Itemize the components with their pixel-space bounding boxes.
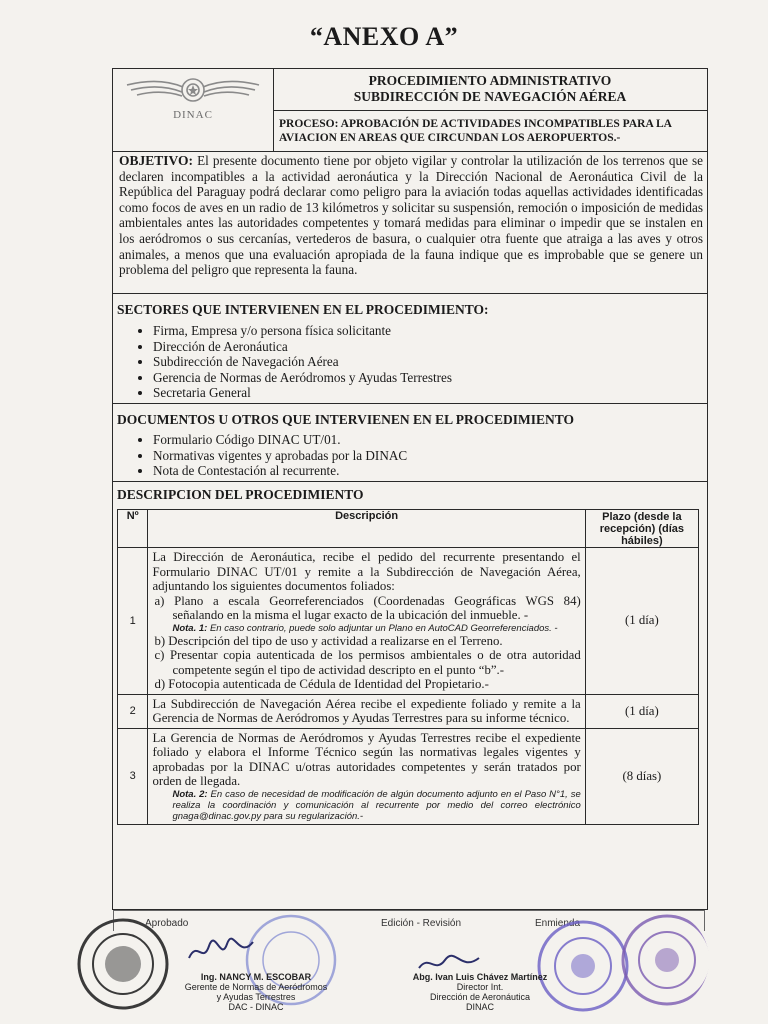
- signatory-1: [181, 972, 331, 1012]
- signatory-1-role-2: y Ayudas Terrestres: [216, 992, 296, 1002]
- nota-1: [152, 623, 580, 634]
- table-header-row: [118, 510, 699, 548]
- row-description: [148, 548, 585, 695]
- page-title: “ANEXO A”: [309, 22, 459, 51]
- enmienda-label: Enmienda: [535, 918, 581, 929]
- item-b: b) Descripción del tipo de uso y actividad a realizarse en el Terreno.: [154, 633, 503, 648]
- signatory-2-name: Abg. Ivan Luis Chávez Martínez: [412, 972, 548, 982]
- sectores-title: SECTORES QUE INTERVIENEN EN EL PROCEDIMIENTO:: [117, 302, 489, 317]
- signatory-2: [405, 972, 555, 1012]
- table-row: [118, 694, 699, 728]
- divider: [113, 293, 707, 294]
- signatory-2-role: Director Int.: [456, 982, 504, 992]
- list-item: • Secretaria General: [153, 385, 452, 401]
- col-header-no: Nº: [118, 510, 148, 548]
- signature-scribble-icon: [187, 936, 257, 966]
- col-header-descripcion: Descripción: [148, 510, 585, 548]
- row-description: [148, 728, 585, 824]
- form-header: [113, 69, 707, 152]
- nota-label: Nota. 1:: [172, 622, 208, 634]
- signatory-1-role: Gerente de Normas de Aeródromos: [184, 982, 328, 992]
- row-plazo: (1 día): [585, 548, 698, 695]
- col-header-plazo: Plazo (desde la recepción) (días hábiles): [585, 510, 698, 548]
- row-description: La Subdirección de Navegación Aérea recibe el expediente foliado y remite a la Gerencia de Normas de Aeródromos y Ayudas Terrestres para su informe técnico.: [148, 694, 585, 728]
- row-plazo: (1 día): [585, 694, 698, 728]
- item-a: a) Plano a escala Georreferenciados (Coordenadas Geográficas WGS 84) señalando en la misma el lugar exacto de la ubicación del inmueble. -: [154, 593, 581, 622]
- logo-text: DINAC: [173, 109, 213, 121]
- divider: [113, 403, 707, 404]
- row-number: 3: [118, 728, 148, 824]
- signatory-2-role-2: Dirección de Aeronáutica: [429, 992, 531, 1002]
- table-row: [118, 728, 699, 824]
- edicion-label: Edición - Revisión: [381, 918, 462, 929]
- nota-text: En caso de necesidad de modificación de algún documento adjunto en el Paso N°1, se realiza la coordinación y comunicación al recurrente por medio del correo electrónico gnaga@dinac.gov.py para su regularización.-: [172, 788, 581, 822]
- header-title: [273, 69, 707, 111]
- row-intro: La Dirección de Aeronáutica, recibe el pedido del recurrente presentando el Formulario DINAC UT/01 y remite a la Subdirección de Navegación Aérea, adjuntando los siguientes documentos foliados:: [152, 550, 581, 593]
- list-item: • Dirección de Aeronáutica: [153, 339, 452, 355]
- signatory-1-org: DAC - DINAC: [228, 1002, 284, 1012]
- row-number: 1: [118, 548, 148, 695]
- list-item: • Formulario Código DINAC UT/01.: [153, 432, 407, 448]
- documentos-title: DOCUMENTOS U OTROS QUE INTERVIENEN EN EL PROCEDIMIENTO: [117, 412, 574, 427]
- list-item: • Firma, Empresa y/o persona física solicitante: [153, 323, 452, 339]
- winged-emblem-icon: [119, 73, 267, 109]
- procedure-form: [112, 68, 708, 910]
- nota-text: En caso contrario, puede solo adjuntar un Plano en AutoCAD Georreferenciados. -: [209, 622, 558, 634]
- list-item: • Subdirección de Navegación Aérea: [153, 354, 452, 370]
- objetivo-text: El presente documento tiene por objeto vigilar y controlar la utilización de los terrenos que se declaren incompatibles a la actividad aeronáutica y la Dirección Nacional de Aeronáutica Civil de la República del Paraguay podrá declarar como peligro para la aviación todas aquellas actividades identificadas como focos de aves en un radio de 13 kilómetros y solicitar su suspensión, remoción o imposición de medidas ambientales antes las autoridades competentes y tomará medidas para eliminar o impedir que se instalen en los aeródromos o sus cercanías, vertederos de basura, o cualquier otra fuente que atraiga a las aves y otros animales, a menos que una evaluación apropiada de la fauna indique que es improbable que se genere un problema del peligro que representa la fauna.: [119, 153, 703, 278]
- proceso-title: PROCESO: APROBACIÓN DE ACTIVIDADES INCOMPATIBLES PARA LA AVIACION EN AREAS QUE CIRCUNDAN LOS AEROPUERTOS.-: [279, 118, 672, 144]
- signature-area: [95, 908, 705, 1018]
- signatory-1-name: Ing. NANCY M. ESCOBAR: [200, 972, 312, 982]
- item-c: c) Presentar copia autenticada de los permisos ambientales o de otra autoridad competente según el tipo de actividad descripto en el punto “b”.-: [154, 648, 581, 677]
- descripcion-title: DESCRIPCION DEL PROCEDIMIENTO: [117, 487, 364, 502]
- signatory-2-org: DINAC: [465, 1002, 494, 1012]
- nota-2: [152, 789, 580, 822]
- row-plazo: (8 días): [585, 728, 698, 824]
- row-number: 2: [118, 694, 148, 728]
- documentos-list: [133, 432, 407, 479]
- national-seal-stamp-icon: [75, 916, 171, 1012]
- table-row: [118, 548, 699, 695]
- list-item: • Nota de Contestación al recurrente.: [153, 463, 407, 479]
- presidencia-stamp-icon: [619, 912, 709, 1008]
- list-item: • Gerencia de Normas de Aeródromos y Ayudas Terrestres: [153, 370, 452, 386]
- dinac-logo: [113, 69, 274, 151]
- row-text: La Gerencia de Normas de Aeródromos y Ayudas Terrestres recibe el expediente foliado y elabora el Informe Técnico según las normativas legales vigentes y aprobadas por la DINAC u/otras autoridades competentes y serán tratados por orden de llegada.: [152, 730, 581, 788]
- item-d: d) Fotocopia autenticada de Cédula de Identidad del Propietario.-: [154, 677, 489, 691]
- objetivo-section: [119, 153, 703, 278]
- divider: [113, 481, 707, 482]
- nota-label: Nota. 2:: [172, 788, 208, 800]
- procedure-table: [117, 509, 699, 825]
- header-line-1: PROCEDIMIENTO ADMINISTRATIVO: [368, 73, 612, 88]
- objetivo-label: OBJETIVO:: [119, 153, 193, 168]
- aprobado-label: Aprobado: [145, 918, 189, 929]
- sectores-list: [133, 323, 452, 401]
- list-item: • Normativas vigentes y aprobadas por la DINAC: [153, 448, 407, 464]
- header-line-2: SUBDIRECCIÓN DE NAVEGACIÓN AÉREA: [353, 89, 627, 104]
